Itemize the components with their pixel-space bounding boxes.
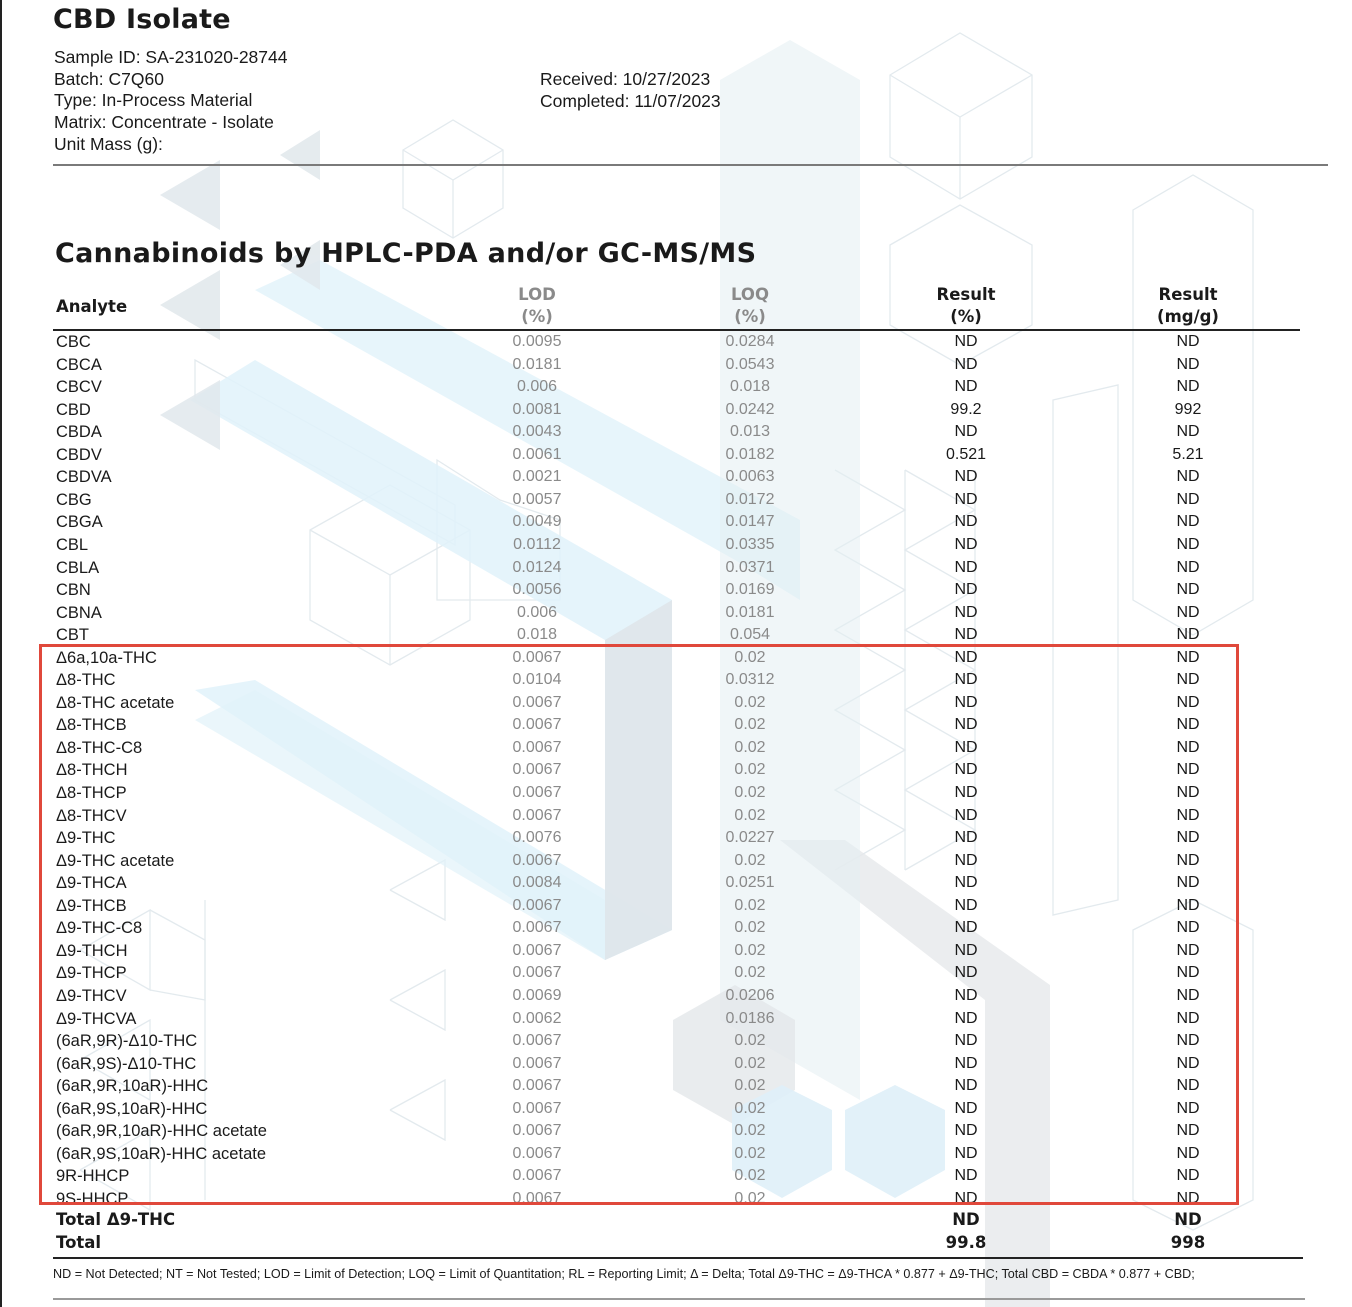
loq-cell: 0.02 bbox=[734, 1189, 766, 1207]
lod-cell: 0.0181 bbox=[512, 355, 562, 373]
total-result-mg: ND bbox=[1174, 1210, 1202, 1229]
analyte-cell: CBG bbox=[56, 490, 92, 509]
table-row bbox=[0, 579, 1352, 602]
analyte-cell: Δ9-THCV bbox=[56, 986, 127, 1005]
result-mg-cell: ND bbox=[1176, 513, 1200, 531]
table-row bbox=[0, 376, 1352, 399]
result-mg-cell: ND bbox=[1176, 1144, 1200, 1162]
lod-cell: 0.0067 bbox=[512, 784, 562, 801]
lod-cell: 0.018 bbox=[516, 626, 558, 644]
highlight-box bbox=[39, 644, 1239, 1205]
lod-cell: 0.0067 bbox=[512, 896, 562, 914]
total-d9-thc-row bbox=[0, 1210, 1352, 1232]
analyte-cell: Δ9-THCVA bbox=[56, 1009, 137, 1028]
lod-cell: 0.006 bbox=[516, 378, 558, 396]
result-mg-cell: ND bbox=[1176, 648, 1200, 666]
loq-cell: 0.0251 bbox=[725, 874, 775, 892]
loq-cell: 0.0206 bbox=[725, 986, 775, 1004]
result-mg-cell: ND bbox=[1176, 423, 1200, 441]
result-percent-cell: ND bbox=[954, 490, 978, 508]
lod-cell: 0.0067 bbox=[512, 1189, 562, 1207]
table-row bbox=[0, 354, 1352, 377]
result-percent-cell: ND bbox=[954, 1099, 978, 1117]
loq-cell: 0.02 bbox=[734, 1122, 766, 1140]
result-mg-cell: ND bbox=[1176, 1032, 1200, 1050]
result-percent-cell: ND bbox=[954, 738, 978, 756]
analyte-cell: Δ9-THC acetate bbox=[56, 851, 175, 870]
result-mg-cell: 992 bbox=[1174, 400, 1202, 418]
lod-cell: 0.0067 bbox=[512, 1167, 562, 1185]
table-row bbox=[0, 489, 1352, 512]
loq-cell: 0.02 bbox=[734, 716, 766, 734]
analyte-cell: CBCA bbox=[56, 355, 102, 374]
column-header-result-mg: Result (mg/g) bbox=[1157, 285, 1219, 326]
result-mg-cell: ND bbox=[1176, 738, 1200, 756]
lod-cell: 0.0049 bbox=[512, 513, 562, 531]
loq-cell: 0.02 bbox=[734, 941, 766, 959]
result-percent-cell: ND bbox=[954, 1032, 978, 1050]
table-row bbox=[0, 331, 1352, 354]
result-mg-cell: ND bbox=[1176, 896, 1200, 914]
loq-cell: 0.0169 bbox=[725, 581, 775, 599]
analyte-cell: CBN bbox=[56, 581, 91, 600]
loq-cell: 0.02 bbox=[734, 1099, 766, 1117]
table-row bbox=[0, 421, 1352, 444]
lod-cell: 0.0061 bbox=[512, 445, 562, 463]
column-header-loq: LOQ (%) bbox=[731, 285, 769, 326]
total-result-percent: 99.8 bbox=[945, 1233, 987, 1252]
result-mg-cell: ND bbox=[1176, 558, 1200, 576]
document-title: CBD Isolate bbox=[53, 4, 231, 35]
result-mg-cell: ND bbox=[1176, 761, 1200, 779]
result-mg-cell: ND bbox=[1176, 468, 1200, 486]
result-mg-cell: ND bbox=[1176, 1054, 1200, 1072]
result-mg-cell: ND bbox=[1176, 626, 1200, 644]
analyte-cell: Δ8-THCV bbox=[56, 806, 127, 825]
analyte-cell: CBC bbox=[56, 333, 91, 351]
lod-cell: 0.0067 bbox=[512, 919, 562, 937]
result-percent-cell: ND bbox=[954, 626, 978, 644]
lod-cell: 0.0069 bbox=[512, 986, 562, 1004]
result-percent-cell: 99.2 bbox=[950, 400, 982, 418]
loq-cell: 0.02 bbox=[734, 1144, 766, 1162]
column-header-analyte: Analyte bbox=[56, 297, 128, 316]
sample-type: Type: In-Process Material bbox=[54, 90, 253, 111]
result-percent-cell: ND bbox=[954, 1189, 978, 1207]
total-result-percent: ND bbox=[952, 1210, 980, 1229]
analyte-cell: 9S-HHCP bbox=[56, 1189, 129, 1208]
matrix: Matrix: Concentrate - Isolate bbox=[54, 112, 274, 133]
footnote: ND = Not Detected; NT = Not Tested; LOD = Limit of Detection; LOQ = Limit of Quantitation; RL = Reporting Limit; Δ = Delta; Total Δ9-THC = Δ9-THCA * 0.877 + Δ9-THC; Total CBD = CBDA * 0.877 + CBD; bbox=[53, 1267, 1195, 1281]
loq-cell: 0.0227 bbox=[725, 829, 775, 847]
lod-cell: 0.0021 bbox=[512, 468, 562, 486]
lod-cell: 0.0067 bbox=[512, 1032, 562, 1050]
result-mg-cell: ND bbox=[1176, 1099, 1200, 1117]
result-percent-cell: ND bbox=[954, 874, 978, 892]
result-mg-cell: ND bbox=[1176, 378, 1200, 396]
sample-id: Sample ID: SA-231020-28744 bbox=[54, 47, 288, 67]
column-header-result-percent: Result (%) bbox=[936, 285, 996, 326]
analyte-cell: Δ9-THCA bbox=[56, 874, 127, 893]
analyte-cell: CBCV bbox=[56, 378, 102, 397]
analyte-cell: Δ9-THCH bbox=[56, 941, 128, 960]
analyte-cell: Δ9-THCB bbox=[56, 896, 127, 915]
result-percent-cell: ND bbox=[954, 355, 978, 373]
lod-cell: 0.0067 bbox=[512, 1122, 562, 1140]
result-percent-cell: ND bbox=[954, 716, 978, 734]
result-percent-cell: ND bbox=[954, 468, 978, 486]
batch: Batch: C7Q60 bbox=[54, 68, 164, 89]
lod-cell: 0.0067 bbox=[512, 941, 562, 959]
result-percent-cell: ND bbox=[954, 941, 978, 959]
result-percent-cell: ND bbox=[954, 896, 978, 914]
loq-cell: 0.0186 bbox=[725, 1009, 775, 1027]
sample-info bbox=[54, 47, 287, 156]
result-mg-cell: ND bbox=[1176, 355, 1200, 373]
lod-cell: 0.0112 bbox=[513, 535, 561, 553]
lod-cell: 0.0067 bbox=[512, 964, 562, 982]
loq-cell: 0.02 bbox=[734, 648, 766, 666]
lod-cell: 0.0067 bbox=[512, 716, 562, 734]
lod-cell: 0.0095 bbox=[512, 333, 562, 350]
result-mg-cell: ND bbox=[1176, 1009, 1200, 1027]
result-percent-cell: ND bbox=[954, 693, 978, 711]
result-mg-cell: ND bbox=[1176, 874, 1200, 892]
completed-date: Completed: 11/07/2023 bbox=[540, 90, 721, 111]
result-percent-cell: ND bbox=[954, 581, 978, 599]
result-percent-cell: ND bbox=[954, 378, 978, 396]
result-mg-cell: ND bbox=[1176, 1077, 1200, 1095]
analyte-cell: (6aR,9S,10aR)-HHC bbox=[56, 1099, 208, 1118]
table-row bbox=[0, 534, 1352, 557]
lod-cell: 0.0067 bbox=[512, 1144, 562, 1162]
loq-cell: 0.0172 bbox=[725, 490, 775, 508]
unit-mass: Unit Mass (g): bbox=[54, 133, 163, 154]
table-row bbox=[0, 602, 1352, 625]
analyte-cell: Δ8-THCP bbox=[56, 784, 127, 802]
result-percent-cell: ND bbox=[954, 333, 978, 350]
loq-cell: 0.0284 bbox=[725, 333, 775, 350]
loq-cell: 0.02 bbox=[734, 693, 766, 711]
result-percent-cell: ND bbox=[954, 648, 978, 666]
column-header-lod: LOD (%) bbox=[518, 285, 556, 326]
lod-cell: 0.0081 bbox=[512, 400, 562, 418]
loq-cell: 0.02 bbox=[734, 851, 766, 869]
analyte-cell: CBDV bbox=[56, 445, 102, 464]
result-mg-cell: ND bbox=[1176, 829, 1200, 847]
lod-cell: 0.0124 bbox=[512, 558, 562, 576]
received-date: Received: 10/27/2023 bbox=[540, 69, 711, 89]
result-percent-cell: ND bbox=[954, 1144, 978, 1162]
result-mg-cell: ND bbox=[1176, 716, 1200, 734]
result-percent-cell: ND bbox=[954, 1009, 978, 1027]
analyte-cell: CBD bbox=[56, 400, 91, 419]
lod-cell: 0.0067 bbox=[512, 648, 562, 666]
total-result-mg: 998 bbox=[1170, 1233, 1206, 1252]
result-percent-cell: 0.521 bbox=[945, 445, 987, 463]
result-percent-cell: ND bbox=[954, 423, 978, 441]
result-mg-cell: ND bbox=[1176, 806, 1200, 824]
result-percent-cell: ND bbox=[954, 964, 978, 982]
loq-cell: 0.02 bbox=[734, 1032, 766, 1050]
lod-cell: 0.006 bbox=[516, 603, 558, 621]
analyte-cell: Δ8-THC-C8 bbox=[56, 738, 143, 757]
totals-divider bbox=[53, 1257, 1303, 1259]
loq-cell: 0.018 bbox=[729, 378, 771, 396]
result-mg-cell: ND bbox=[1176, 1122, 1200, 1140]
result-mg-cell: ND bbox=[1176, 964, 1200, 982]
dates-info bbox=[540, 69, 721, 112]
table-row bbox=[0, 466, 1352, 489]
result-mg-cell: ND bbox=[1176, 986, 1200, 1004]
loq-cell: 0.02 bbox=[734, 806, 766, 824]
result-mg-cell: ND bbox=[1176, 1167, 1200, 1185]
lod-cell: 0.0067 bbox=[512, 761, 562, 779]
result-mg-cell: ND bbox=[1176, 1189, 1200, 1207]
analyte-cell: CBLA bbox=[56, 558, 100, 577]
loq-cell: 0.0182 bbox=[725, 445, 775, 463]
result-percent-cell: ND bbox=[954, 761, 978, 779]
loq-cell: 0.054 bbox=[729, 626, 771, 644]
result-percent-cell: ND bbox=[954, 1167, 978, 1185]
analyte-cell: (6aR,9R,10aR)-HHC bbox=[56, 1077, 209, 1096]
result-percent-cell: ND bbox=[954, 919, 978, 937]
header-divider bbox=[53, 164, 1328, 166]
loq-cell: 0.013 bbox=[729, 423, 771, 441]
result-mg-cell: ND bbox=[1176, 784, 1200, 801]
table-row bbox=[0, 511, 1352, 534]
result-mg-cell: ND bbox=[1176, 851, 1200, 869]
analyte-cell: Δ8-THC bbox=[56, 671, 116, 690]
analyte-cell: Δ8-THC acetate bbox=[56, 693, 175, 712]
loq-cell: 0.0312 bbox=[725, 671, 775, 689]
result-mg-cell: ND bbox=[1176, 603, 1200, 621]
result-mg-cell: ND bbox=[1176, 919, 1200, 937]
result-percent-cell: ND bbox=[954, 806, 978, 824]
analyte-cell: (6aR,9R)-Δ10-THC bbox=[56, 1032, 198, 1051]
result-mg-cell: ND bbox=[1176, 535, 1200, 553]
section-title: Cannabinoids by HPLC-PDA and/or GC-MS/MS bbox=[55, 238, 757, 269]
analyte-cell: Δ8-THCB bbox=[56, 716, 127, 735]
result-percent-cell: ND bbox=[954, 829, 978, 847]
result-mg-cell: ND bbox=[1176, 671, 1200, 689]
loq-cell: 0.02 bbox=[734, 896, 766, 914]
total-row bbox=[0, 1233, 1352, 1255]
lod-cell: 0.0057 bbox=[512, 490, 562, 508]
loq-cell: 0.0063 bbox=[725, 468, 775, 486]
result-mg-cell: ND bbox=[1176, 693, 1200, 711]
result-mg-cell: ND bbox=[1176, 490, 1200, 508]
result-percent-cell: ND bbox=[954, 784, 978, 801]
table-row bbox=[0, 444, 1352, 467]
lod-cell: 0.0062 bbox=[512, 1009, 562, 1027]
lod-cell: 0.0056 bbox=[512, 581, 562, 599]
result-percent-cell: ND bbox=[954, 535, 978, 553]
analyte-cell: CBDVA bbox=[56, 468, 112, 487]
result-mg-cell: ND bbox=[1176, 581, 1200, 599]
loq-cell: 0.02 bbox=[734, 761, 766, 779]
result-percent-cell: ND bbox=[954, 1122, 978, 1140]
lod-cell: 0.0067 bbox=[512, 851, 562, 869]
analyte-cell: CBGA bbox=[56, 513, 103, 532]
analyte-cell: Δ9-THC bbox=[56, 829, 116, 848]
result-percent-cell: ND bbox=[954, 851, 978, 869]
loq-cell: 0.0181 bbox=[725, 603, 775, 621]
analyte-cell: CBNA bbox=[56, 603, 102, 622]
analyte-cell: 9R-HHCP bbox=[56, 1167, 130, 1186]
loq-cell: 0.0543 bbox=[725, 355, 775, 373]
table-row bbox=[0, 557, 1352, 580]
loq-cell: 0.02 bbox=[734, 784, 766, 801]
lod-cell: 0.0067 bbox=[512, 738, 562, 756]
lod-cell: 0.0067 bbox=[512, 693, 562, 711]
lod-cell: 0.0043 bbox=[512, 423, 562, 441]
lod-cell: 0.0076 bbox=[512, 829, 562, 847]
loq-cell: 0.0147 bbox=[725, 513, 775, 531]
loq-cell: 0.0371 bbox=[725, 558, 775, 576]
result-mg-cell: ND bbox=[1176, 333, 1200, 350]
total-label: Total Δ9-THC bbox=[56, 1210, 176, 1229]
result-mg-cell: 5.21 bbox=[1172, 445, 1204, 463]
analyte-cell: (6aR,9S,10aR)-HHC acetate bbox=[56, 1144, 267, 1163]
loq-cell: 0.02 bbox=[734, 738, 766, 756]
analyte-cell: Δ6a,10a-THC bbox=[56, 648, 157, 667]
loq-cell: 0.02 bbox=[734, 964, 766, 982]
analyte-cell: Δ9-THCP bbox=[56, 964, 127, 983]
result-percent-cell: ND bbox=[954, 1077, 978, 1095]
analyte-cell: (6aR,9S)-Δ10-THC bbox=[56, 1054, 197, 1073]
loq-cell: 0.02 bbox=[734, 1077, 766, 1095]
lod-cell: 0.0067 bbox=[512, 1099, 562, 1117]
lod-cell: 0.0067 bbox=[512, 806, 562, 824]
lod-cell: 0.0084 bbox=[512, 874, 562, 892]
table-row bbox=[0, 399, 1352, 422]
lod-cell: 0.0067 bbox=[512, 1054, 562, 1072]
loq-cell: 0.02 bbox=[734, 1054, 766, 1072]
loq-cell: 0.0335 bbox=[725, 535, 775, 553]
result-mg-cell: ND bbox=[1176, 941, 1200, 959]
result-percent-cell: ND bbox=[954, 671, 978, 689]
result-percent-cell: ND bbox=[954, 513, 978, 531]
result-percent-cell: ND bbox=[954, 558, 978, 576]
analyte-cell: CBL bbox=[56, 535, 89, 554]
lod-cell: 0.0104 bbox=[512, 671, 562, 689]
lod-cell: 0.0067 bbox=[512, 1077, 562, 1095]
analyte-cell: CBDA bbox=[56, 423, 102, 442]
total-label: Total bbox=[56, 1233, 102, 1252]
loq-cell: 0.02 bbox=[734, 919, 766, 937]
analyte-cell: Δ8-THCH bbox=[56, 761, 128, 780]
analyte-cell: CBT bbox=[56, 626, 89, 645]
result-percent-cell: ND bbox=[954, 1054, 978, 1072]
loq-cell: 0.0242 bbox=[725, 400, 775, 418]
analyte-cell: (6aR,9R,10aR)-HHC acetate bbox=[56, 1122, 267, 1141]
analyte-cell: Δ9-THC-C8 bbox=[56, 919, 143, 938]
loq-cell: 0.02 bbox=[734, 1167, 766, 1185]
result-percent-cell: ND bbox=[954, 986, 978, 1004]
footer-divider bbox=[53, 1298, 1305, 1300]
result-percent-cell: ND bbox=[954, 603, 978, 621]
